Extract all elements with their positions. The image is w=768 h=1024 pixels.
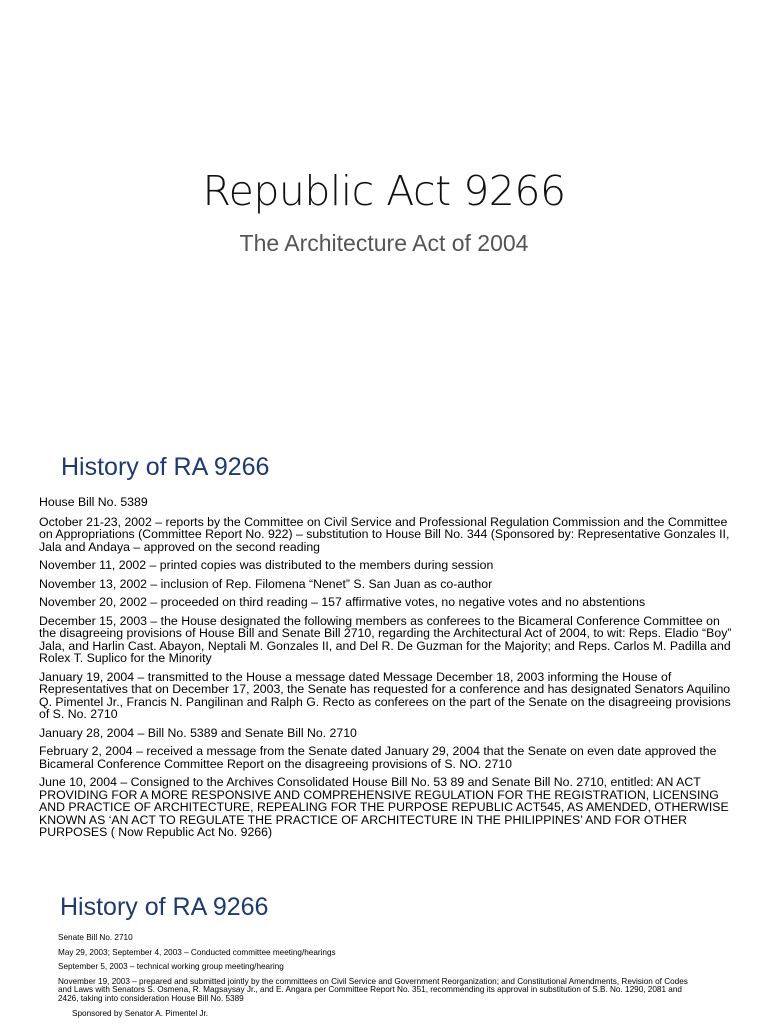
history-slide-house-bill (0, 432, 768, 862)
history-paragraph: Senate Bill No. 2710 (58, 933, 133, 942)
history-paragraph: September 5, 2003 – technical working group meeting/hearing (58, 962, 284, 972)
page-title: Republic Act 9266 (202, 167, 566, 215)
history-text-body (58, 934, 698, 1018)
history-paragraph: February 2, 2004 – received a message from the Senate dated January 29, 2004 that the Senate on even date approved the Bicameral Conference Committee Report on the disagreeing provisions of S. NO. 2710 (39, 744, 717, 771)
history-paragraph: October 21-23, 2002 – reports by the Committee on Civil Service and Professional Regulation Commission and the Committee on Appropriations (Committee Report No. 922) – substitution to House Bill No. 344 (Sponsored by: Representative Gonzales II, Jala and Andaya – approved on the second reading (39, 514, 730, 554)
slide-heading: History of RA 9266 (60, 893, 269, 921)
history-paragraph: November 20, 2002 – proceeded on third reading – 157 affirmative votes, no negative votes and no abstentions (39, 595, 646, 609)
history-paragraph: November 13, 2002 – inclusion of Rep. Filomena “Nenet” S. San Juan as co-author (39, 576, 493, 591)
history-paragraph: House Bill No. 5389 (39, 495, 148, 509)
history-paragraph: November 11, 2002 – printed copies was distributed to the members during session (39, 558, 494, 572)
history-paragraph: June 10, 2004 – Consigned to the Archives Consolidated House Bill No. 53 89 and Senate Bill No. 2710, entitled: AN ACT PROVIDING FOR A MORE RESPONSIVE AND COMPREHENSIVE REGULATION FOR THE REGISTRATION, LICENSING AND PRACTICE OF ARCHITECTURE, REPEALING FOR THE PURPOSE REPUBLIC ACT545, AS AMENDED, OTHERWISE KNOWN AS ‘AN ACT TO REGULATE THE PRACTICE OF ARCHITECTURE IN THE PHILIPPINES’ AND FOR OTHER PURPOSES ( Now Republic Act No. 9266) (39, 775, 729, 839)
slide-heading: History of RA 9266 (61, 453, 270, 481)
history-paragraph: January 28, 2004 – Bill No. 5389 and Senate Bill No. 2710 (39, 725, 357, 740)
history-paragraph: January 19, 2004 – transmitted to the House a message dated Message December 18, 2003 informing the House of Representatives that on December 17, 2003, the Senate has requested for a conference and has designated Senators Aquilino Q. Pimentel Jr., Francis N. Pangilinan and Ralph G. Recto as conferees on the part of the Senate on the disagreeing provisions of S. No. 2710 (39, 669, 731, 721)
title-slide (0, 0, 768, 432)
history-paragraph: May 29, 2003; September 4, 2003 – Conducted committee meeting/hearings (58, 947, 336, 957)
history-paragraph: November 19, 2003 – prepared and submitted jointly by the committees on Civil Service and Government Reorganization; and Constitutional Amendments, Revision of Codes and Laws with Senators S. Osmena, R. Magsaysay Jr., and E. Angara per Committee Report No. 351, recommending its approval in substitution of S.B. No. 1290, 2081 and 2426, taking into consideration House Bill No. 5389 (58, 976, 688, 1003)
page-subtitle: The Architecture Act of 2004 (239, 230, 529, 256)
history-paragraph-partial: Sponsored by Senator A. Pimentel Jr. (72, 1008, 209, 1018)
history-slide-senate-bill (0, 862, 768, 1024)
history-paragraph: December 15, 2003 – the House designated the following members as conferees to the Bicameral Conference Committee on the disagreeing provisions of House Bill and Senate Bill 2710, regarding the Architectural Act of 2004, to wit: Reps. Eladio “Boy” Jala, and Harlin Cast. Abayon, Neptali M. Gonzales II, and Del R. De Guzman for the Majority; and Reps. Carlos M. Padilla and Rolex T. Suplico for the Minority (39, 613, 732, 665)
history-text-body (39, 496, 733, 845)
